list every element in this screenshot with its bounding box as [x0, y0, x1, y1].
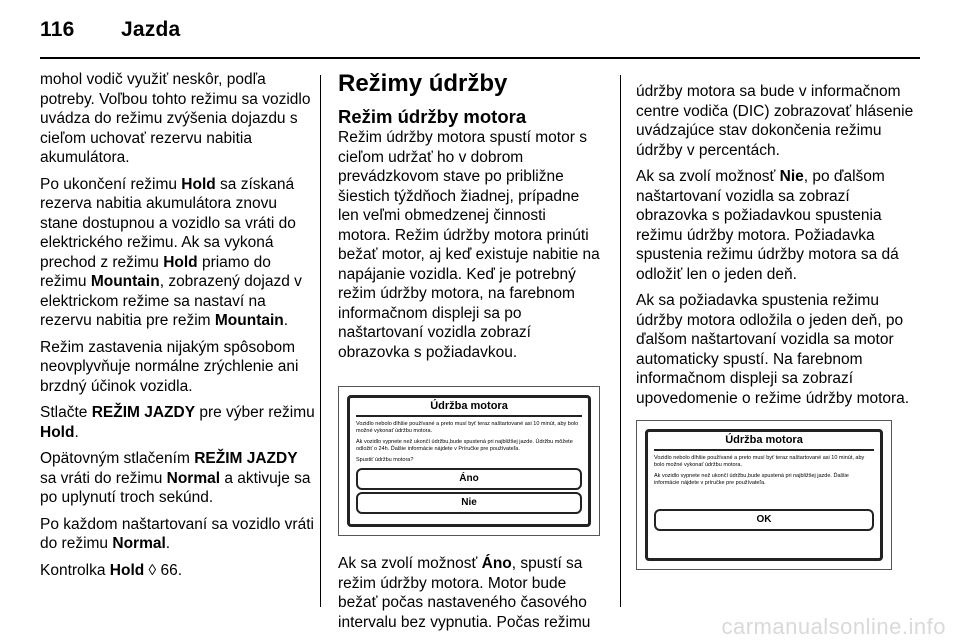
screen-frame: [645, 429, 883, 561]
bold-term: Normal: [112, 535, 166, 552]
screen-text: Vozidlo nebolo dlhšie používané a preto musí byť teraz naštartované asi 10 minút, aby bolo možné vykonať údržbu motora.: [654, 455, 865, 468]
screen-text: Ak vozidlo vypnete než ukončí údržbu,bude spustená pri najbližšej jazde. Ďalšie informácie nájdete v príručke pre používateľa.: [654, 473, 849, 486]
screen-question: Spustiť údržbu motora?: [356, 457, 414, 463]
column-divider-2: [620, 75, 621, 607]
chapter-title: Jazda: [121, 18, 181, 41]
ok-button[interactable]: OK: [654, 509, 874, 531]
bold-term: Mountain: [214, 312, 284, 329]
bold-term: Hold: [40, 423, 75, 441]
paragraph: Režim zastavenia nijakým spôsobom neovplyvňuje normálne zrýchlenie ani brzdný účinok vozidla.: [40, 338, 299, 395]
page-number: 116: [40, 18, 75, 41]
text: Ak sa zvolí možnosť: [338, 555, 482, 572]
screen-title: Údržba motora: [430, 400, 508, 412]
bold-term: Hold: [181, 175, 216, 193]
page-header: [40, 18, 180, 42]
column-divider-1: [320, 75, 321, 607]
text: a aktivuje sa po uplynutí troch sekúnd.: [40, 469, 311, 506]
screen-divider: [654, 449, 874, 451]
paragraph: Ak sa požiadavka spustenia režimu údržby motora odložila o jeden deň, po ďalšom naštartovaní vozidla sa motor automaticky spustí. Na farebnom informačnom displeji sa zobrazí upovedomenie o režime údržby motora.: [636, 292, 910, 407]
text: sa vráti do režimu: [40, 469, 167, 487]
text: Opätovným stlačením: [40, 450, 195, 467]
column-2: [338, 70, 600, 639]
text: , zobrazený dojazd v elektrickom režime sa nastaví na rezervu nabitia pre režim: [40, 273, 302, 329]
paragraph: [40, 561, 318, 581]
column-3: [636, 82, 918, 588]
paragraph: [40, 515, 318, 554]
text: sa získaná rezerva nabitia akumulátora znovu stane dostupnou a vozidlo sa vráti do elektrického režimu. Ak sa vykoná prechod z režimu: [40, 175, 296, 271]
screen-title: Údržba motora: [725, 434, 803, 446]
watermark: carmanualsonline.info: [721, 614, 946, 639]
text: Stlačte: [40, 404, 92, 421]
screen-text: Vozidlo nebolo dlhšie používané a preto musí byť teraz naštartované asi 10 minút, aby bolo možné vykonať údržbu motora.: [356, 421, 579, 434]
text: Po každom naštartovaní sa vozidlo vráti do režimu: [40, 515, 314, 552]
text: Ak sa zvolí možnosť: [636, 168, 780, 185]
text: Kontrolka: [40, 561, 110, 579]
subsection-heading: Režim údržby motora: [338, 106, 527, 127]
bold-term: REŽIM JAZDY: [194, 450, 298, 467]
bold-term: Mountain: [90, 273, 160, 290]
paragraph: údržby motora sa bude v informačnom centre vodiča (DIC) zobrazovať hlásenie uvádzajúce stav dokončenia režimu údržby v percentách.: [636, 83, 914, 159]
bold-term: Hold: [163, 253, 198, 271]
paragraph: [40, 403, 318, 442]
column-1: [40, 70, 318, 587]
screen-text: Ak vozidlo vypnete než ukončí údržbu,bude spustená pri najbližšej jazde. Údržbu môžete odložiť o 24h. Ďalšie informácie nájdete v Príručke pre používateľa.: [356, 439, 573, 452]
text: .: [74, 423, 79, 441]
text: , spustí sa režim údržby motora. Motor bude bežať počas nastaveného časového intervalu bez vypnutia. Počas režimu: [338, 555, 591, 631]
paragraph: mohol vodič využiť neskôr, podľa potreby. Voľbou tohto režimu sa vozidlo uvádza do režimu zvýšenia dojazdu s cieľom uchovať rezervu nabitia akumulátora.: [40, 71, 311, 166]
paragraph: [338, 554, 600, 632]
paragraph: [636, 167, 918, 284]
bold-term: REŽIM JAZDY: [91, 404, 196, 421]
text: .: [165, 535, 171, 552]
engine-maintenance-notice-screen: [636, 420, 892, 570]
engine-maintenance-prompt-screen: [338, 386, 600, 536]
bold-term: Hold: [109, 561, 145, 579]
screen-frame: [347, 395, 591, 527]
header-rule: [40, 57, 920, 59]
screen-divider: [356, 415, 582, 417]
bold-term: Áno: [481, 555, 512, 572]
page-reference-icon: ◊: [148, 561, 157, 579]
paragraph: [40, 449, 318, 508]
page-reference-link[interactable]: 66.: [156, 561, 183, 579]
section-heading: Režimy údržby: [338, 70, 508, 97]
text: Po ukončení režimu: [40, 175, 182, 193]
bold-term: Normal: [166, 469, 221, 487]
text: pre výber režimu: [195, 404, 315, 421]
text: .: [283, 312, 289, 329]
no-button[interactable]: Nie: [356, 492, 582, 514]
paragraph: [40, 175, 318, 331]
text: , po ďalšom naštartovaní vozidla sa zobrazí obrazovka s požiadavkou spustenia režimu údržby motora. Požiadavka spustenia režimu údržby motora sa dá odložiť len o jeden deň.: [636, 168, 899, 283]
bold-term: Nie: [779, 168, 804, 185]
paragraph: Režim údržby motora spustí motor s cieľom udržať ho v dobrom prevádzkovom stave po približne šiestich týždňoch žiadnej, prípadne len veľmi obmedzenej činnosti motora. Režim údržby motora prinúti bežať motor, aj keď existuje nabitie na napájanie vozidla. Keď je potrebný režim údržby motora, na farebnom informačnom displeji sa po naštartovaní vozidla zobrazí obrazovka s požiadavkou.: [338, 129, 600, 361]
yes-button[interactable]: Áno: [356, 468, 582, 490]
text: priamo do režimu: [40, 253, 271, 290]
